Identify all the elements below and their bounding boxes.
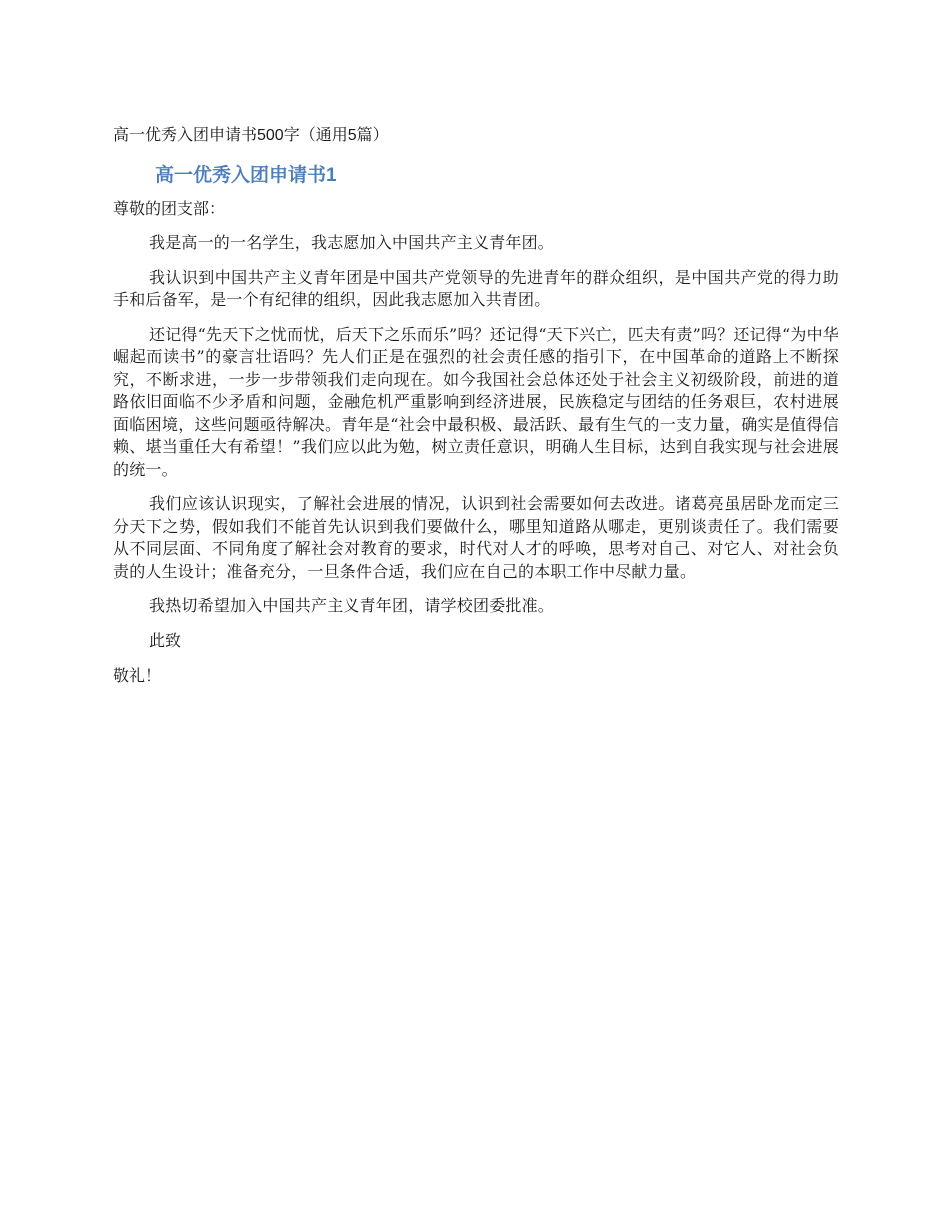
closing: 此致 (149, 630, 182, 650)
document-page (113, 124, 839, 687)
paragraph-2: 我认识到中国共产主义青年团是中国共产党领导的先进青年的群众组织，是中国共产党的得力助手和后备军，是一个有纪律的组织，因此我志愿加入共青团。 (113, 267, 839, 309)
paragraph-3: 还记得“先天下之忧而忧，后天下之乐而乐”吗？还记得“天下兴亡，匹夫有责”吗？还记得“为中华崛起而读书”的豪言壮语吗？先人们正是在强烈的社会责任感的指引下，在中国革命的道路上不断探究，不断求进，一步一步带领我们走向现在。如今我国社会总体还处于社会主义初级阶段，前进的道路依旧面临不少矛盾和问题，金融危机严重影响到经济进展，民族稳定与团结的任务艰巨，农村进展面临困境，这些问题亟待解决。青年是“社会中最积极、最活跃、最有生气的一支力量，确实是值得信赖、堪当重任大有希望！”我们应以此为勉，树立责任意识，明确人生目标，达到自我实现与社会进展的统一。 (113, 324, 839, 479)
document-title: 高一优秀入团申请书500字（通用5篇） (113, 127, 389, 144)
paragraph-1: 我是高一的一名学生，我志愿加入中国共产主义青年团。 (149, 233, 555, 252)
paragraph-4: 我们应该认识现实，了解社会进展的情况，认识到社会需要如何去改进。诸葛亮虽居卧龙而定三分天下之势，假如我们不能首先认识到我们要做什么，哪里知道路从哪走，更别谈责任了。我们需要从不同层面、不同角度了解社会对教育的要求，时代对人才的呼唤，思考对自己、对它人、对社会负责的人生设计；准备充分，一旦条件合适，我们应在自己的本职工作中尽献力量。 (113, 494, 839, 581)
section-heading: 高一优秀入团申请书1 (155, 165, 337, 186)
salutation: 尊敬的团支部： (113, 199, 226, 218)
regards: 敬礼！ (113, 665, 162, 685)
paragraph-5: 我热切希望加入中国共产主义青年团，请学校团委批准。 (149, 596, 555, 615)
